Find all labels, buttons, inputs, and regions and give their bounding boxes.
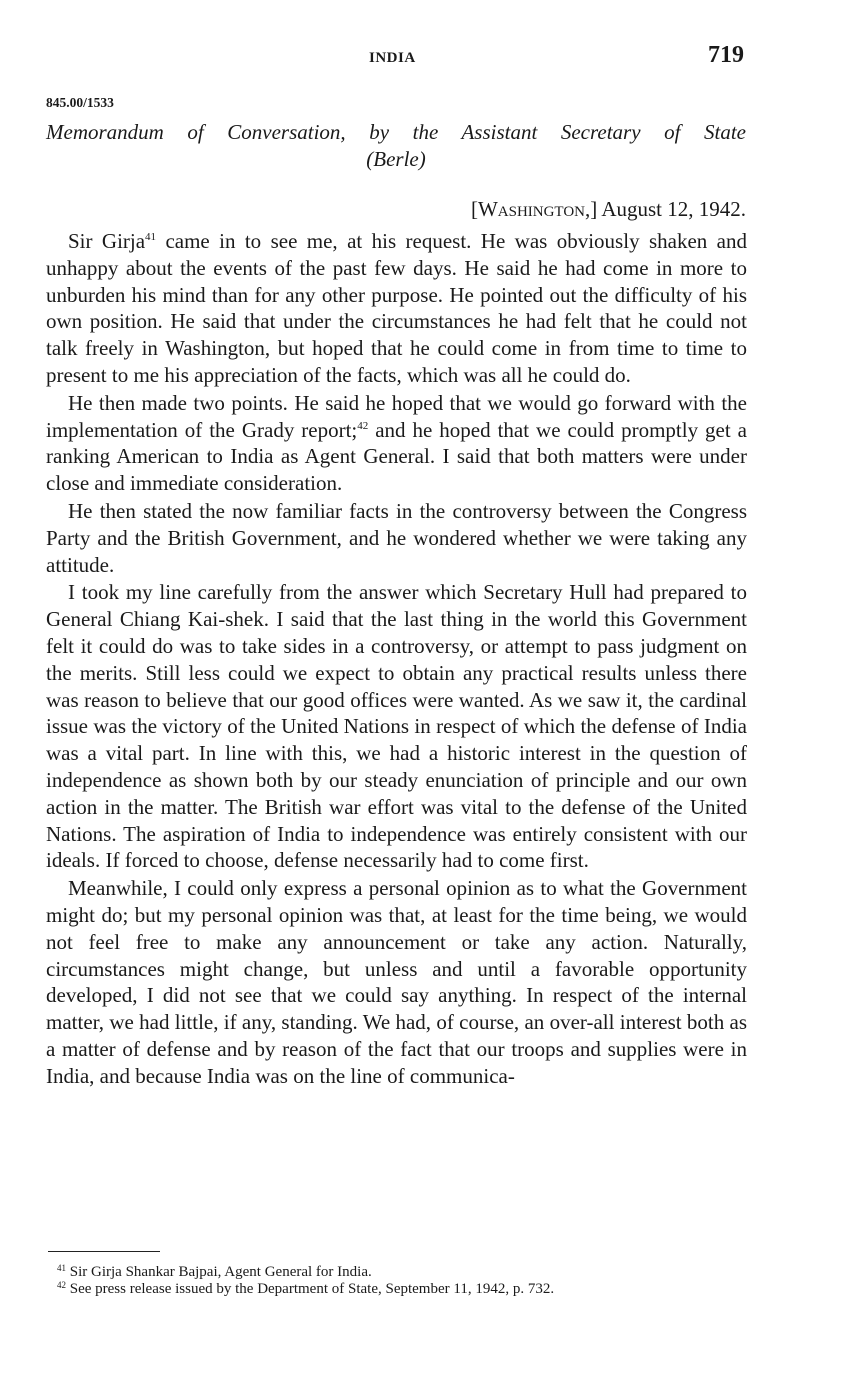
paragraph-4: I took my line carefully from the answer which Secretary Hull had prepared to General Chiang Kai-shek. I said that the last thing in the world this Government felt it could do was to take sides in a controversy, or attempt to pass judgment on the merits. Still less could we expect to obtain any practical results unless there was reason to believe that our good offices were wanted. As we saw it, the cardinal issue was the victory of the United Nations in respect of which the defense of India was a vital part. In line with this, we had a historic interest in the question of independence as shown both by our steady enunciation of principle and our own action in the matter. The British war effort was vital to the defense of the United Nations. The aspiration of India to independence was entirely consistent with our ideals. If forced to choose, defense necessarily had to come first. (46, 580, 747, 873)
page-number: 719 (708, 42, 744, 68)
dateline-place: [Washington,] (470, 197, 598, 221)
paragraph-1-text-b: came in to see me, at his request. He was obviously shaken and unhappy about the events of the past few days. He said he had come in more to unburden his mind than for any other purpose. He pointed out the difficulty of his own position. He said that under the circumstances he had felt that he could not talk freely in Washington, but hoped that he could come in from time to time to present to me his appreciation of the facts, which was all he could do. (46, 229, 747, 387)
paragraph-2 (46, 390, 747, 497)
footnote-ref-42: 42 (357, 419, 369, 432)
footnotes (46, 1264, 751, 1298)
footnote-41 (46, 1264, 751, 1281)
dateline-date: August 12, 1942. (597, 197, 746, 221)
title-line-1: Memorandum of Conversation, by the Assistant Secretary of State (46, 120, 746, 144)
paragraph-3: He then stated the now familiar facts in the controversy between the Congress Party and the British Government, and he wondered whether we were taking any attitude. (46, 498, 747, 577)
title-line-2: (Berle) (366, 147, 426, 171)
running-head: INDIA (369, 50, 416, 66)
footnote-mark: 42 (57, 1280, 66, 1290)
footnote-42 (46, 1281, 751, 1298)
document-title (46, 119, 746, 173)
paragraph-2-text-b: and he hoped that we could promptly get a ranking American to India as Agent General. I said that both matters were under close and immediate consideration. (46, 417, 747, 496)
footnote-text: Sir Girja Shankar Bajpai, Agent General for India. (66, 1264, 372, 1280)
footnote-mark: 41 (57, 1263, 66, 1273)
file-number: 845.00/1533 (46, 95, 114, 110)
paragraph-1 (46, 228, 747, 389)
footnote-text: See press release issued by the Department of State, September 11, 1942, p. 732. (66, 1281, 555, 1297)
memorandum-body (46, 228, 747, 1091)
dateline (471, 197, 746, 222)
footnote-divider (48, 1251, 160, 1252)
paragraph-2-text-a: He then made two points. He said he hoped that we would go forward with the implementation of the Grady report; (46, 390, 747, 442)
footnote-ref-41: 41 (145, 231, 157, 243)
paragraph-1-text-a: Sir Girja (68, 229, 146, 253)
paragraph-5: Meanwhile, I could only express a personal opinion as to what the Government might do; but my personal opinion was that, at least for the time being, we would not feel free to make any announcement or take any action. Naturally, circumstances might change, but unless and until a favorable opportunity developed, I did not see that we could say anything. In respect of the internal matter, we had little, if any, standing. We had, of course, an over-all interest both as a matter of defense and by reason of the fact that our troops and supplies were in India, and because India was on the line of communica- (46, 876, 747, 1088)
